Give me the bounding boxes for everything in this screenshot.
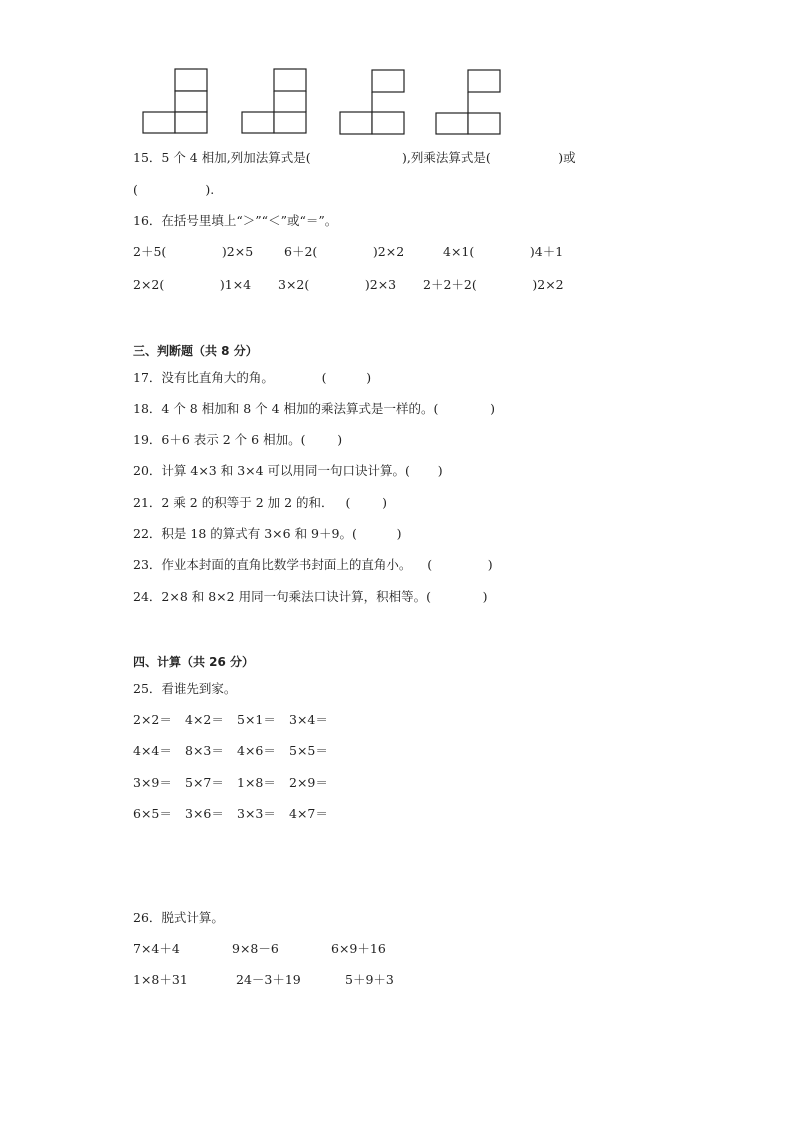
q25-r1-c2: 4×2＝ [185, 712, 224, 727]
q25-r2-c3: 4×6＝ [237, 743, 276, 758]
section-4-title: 四、计算（共 26 分） [133, 655, 255, 669]
q25-r3-c3: 1×8＝ [237, 775, 276, 790]
q20: 20．计算 4×3 和 3×4 可以用同一句口诀计算。( ) [133, 463, 443, 478]
q21: 21．2 乘 2 的积等于 2 加 2 的和． ( ) [133, 495, 387, 510]
q25-r3-c2: 5×7＝ [185, 775, 224, 790]
q25-r4-c2: 3×6＝ [185, 806, 224, 821]
q25-r2-c1: 4×4＝ [133, 743, 172, 758]
q26-title: 26．脱式计算。 [133, 910, 224, 925]
q16-row2-item3: 2＋2＋2( )2×2 [423, 277, 564, 292]
q25-r4-c3: 3×3＝ [237, 806, 276, 821]
q16-row1-item1: 2＋5( )2×5 [133, 244, 254, 259]
q25-r4-c4: 4×7＝ [289, 806, 328, 821]
q22: 22．积是 18 的算式有 3×6 和 9＋9。( ) [133, 526, 402, 541]
q16-row2-item2: 3×2( )2×3 [278, 277, 397, 292]
q26-r1-c3: 6×9＋16 [331, 941, 386, 956]
cube-figures [0, 0, 794, 140]
q24: 24．2×8 和 8×2 用同一句乘法口诀计算，积相等。( ) [133, 589, 488, 604]
q25-r1-c1: 2×2＝ [133, 712, 172, 727]
q16-title: 16．在括号里填上“＞”“＜”或“＝”。 [133, 213, 338, 228]
q25-r3-c4: 2×9＝ [289, 775, 328, 790]
q15-line1: 15．5 个 4 相加,列加法算式是( ),列乘法算式是( )或 [133, 150, 576, 165]
q25-r2-c4: 5×5＝ [289, 743, 328, 758]
q16-row2-item1: 2×2( )1×4 [133, 277, 252, 292]
q17: 17．没有比直角大的角。 ( ) [133, 370, 372, 385]
q26-r2-c3: 5＋9＋3 [345, 972, 394, 987]
q16-row1-item2: 6＋2( )2×2 [284, 244, 405, 259]
q15-line2: ( ). [133, 182, 215, 197]
q18: 18．4 个 8 相加和 8 个 4 相加的乘法算式是一样的。( ) [133, 401, 495, 416]
q25-title: 25．看谁先到家。 [133, 681, 237, 696]
q26-r1-c1: 7×4＋4 [133, 941, 180, 956]
q25-r4-c1: 6×5＝ [133, 806, 172, 821]
q26-r2-c2: 24－3＋19 [236, 972, 301, 987]
figure-3 [340, 70, 404, 134]
q25-r3-c1: 3×9＝ [133, 775, 172, 790]
figure-4 [436, 70, 500, 134]
figure-1 [143, 69, 207, 133]
q16-row1-item3: 4×1( )4＋1 [443, 244, 564, 259]
q23: 23．作业本封面的直角比数学书封面上的直角小。 ( ) [133, 557, 493, 572]
q25-r1-c3: 5×1＝ [237, 712, 276, 727]
q26-r1-c2: 9×8－6 [232, 941, 279, 956]
figure-2 [242, 69, 306, 133]
q19: 19．6＋6 表示 2 个 6 相加。( ) [133, 432, 343, 447]
section-3-title: 三、判断题（共 8 分） [133, 344, 258, 358]
q25-r1-c4: 3×4＝ [289, 712, 328, 727]
q25-r2-c2: 8×3＝ [185, 743, 224, 758]
q26-r2-c1: 1×8＋31 [133, 972, 188, 987]
